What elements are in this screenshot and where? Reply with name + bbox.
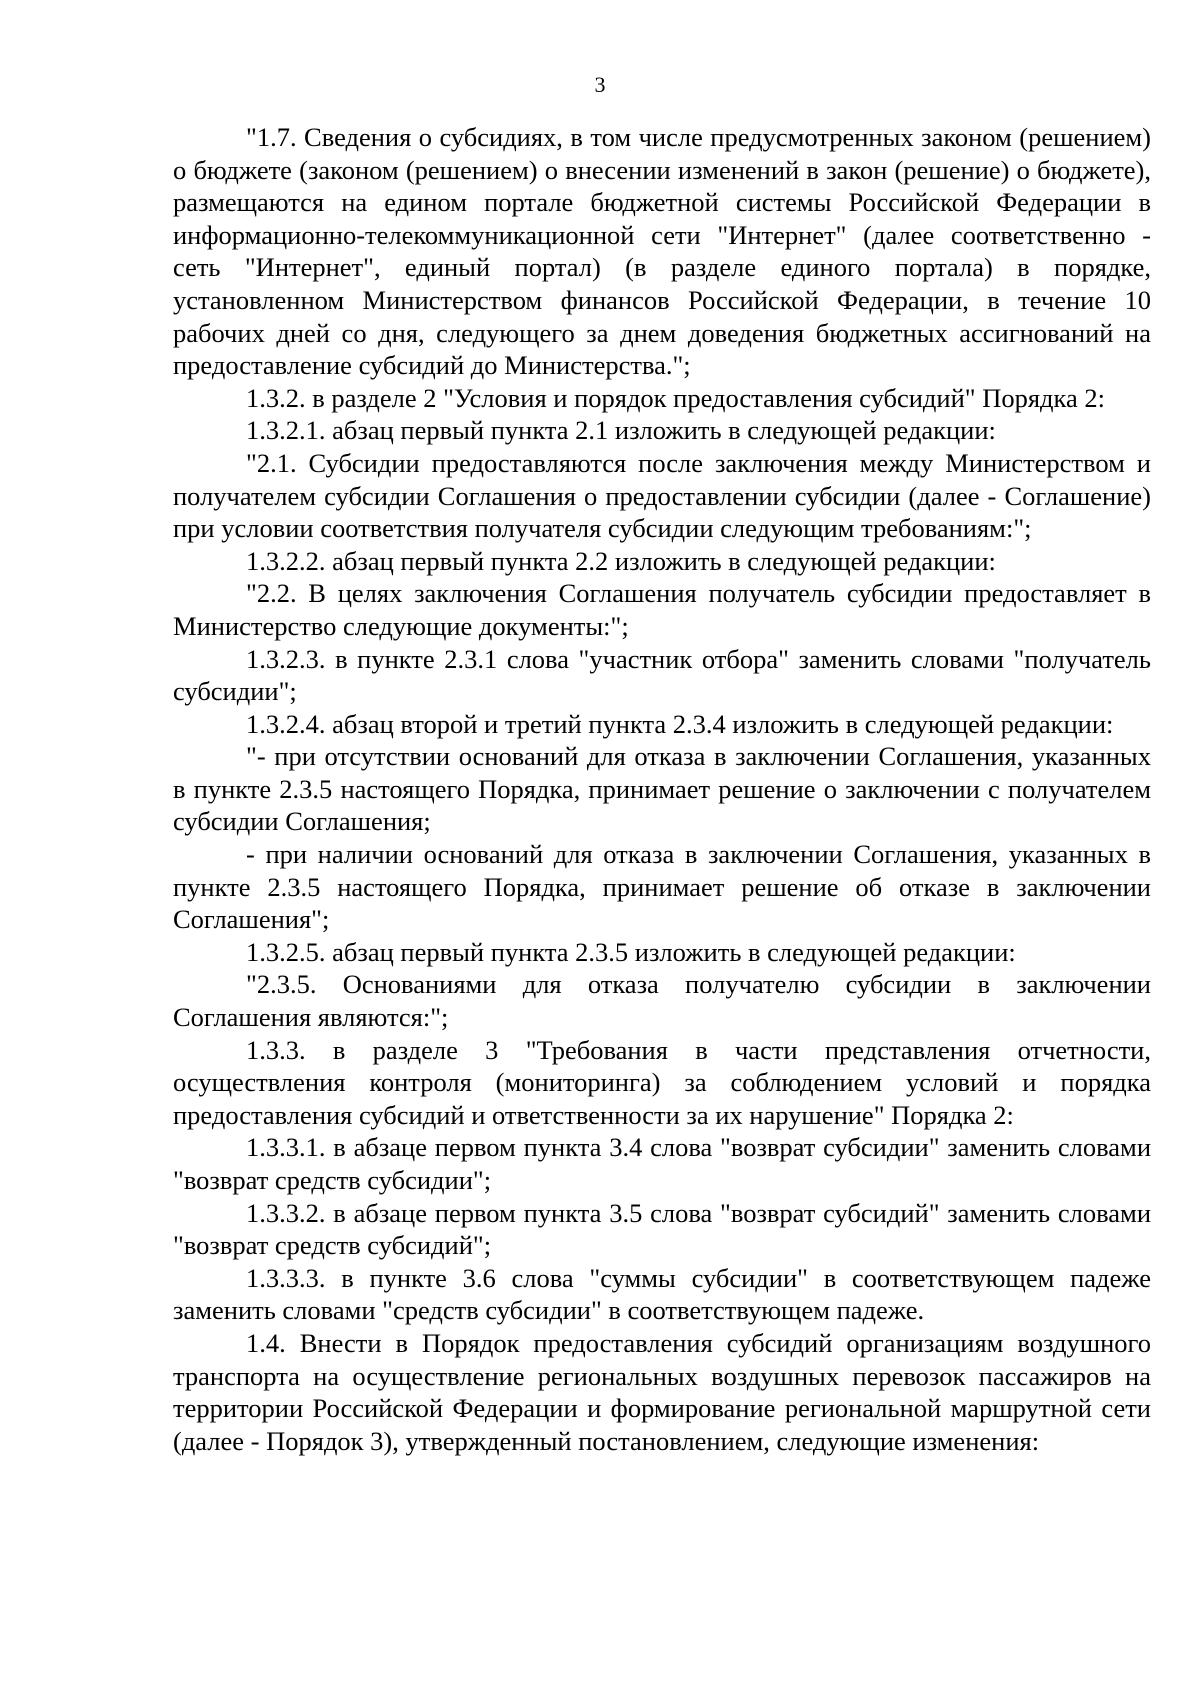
- document-body: [173, 121, 1151, 1457]
- paragraph: 1.3.3.3. в пункте 3.6 слова "суммы субсидии" в соответствующем падеже заменить словами "средств субсидии" в соответствующем падеже.: [173, 1262, 1151, 1326]
- paragraph: "2.1. Субсидии предоставляются после заключения между Министерством и получателем субсидии Соглашения о предоставлении субсидии (далее - Соглашение) при условии соответствия получателя субсидии следующим требованиям:";: [173, 447, 1151, 544]
- paragraph: 1.4. Внести в Порядок предоставления субсидий организациям воздушного транспорта на осуществление региональных воздушных перевозок пассажиров на территории Российской Федерации и формирование региональной маршрутной сети (далее - Порядок 3), утвержденный постановлением, следующие изменения:: [173, 1327, 1151, 1456]
- paragraph: 1.3.2.3. в пункте 2.3.1 слова "участник отбора" заменить словами "получатель субсидии";: [173, 643, 1151, 707]
- paragraph: 1.3.3.2. в абзаце первом пункта 3.5 слова "возврат субсидий" заменить словами "возврат средств субсидий";: [173, 1197, 1151, 1261]
- paragraph: "- при отсутствии оснований для отказа в заключении Соглашения, указанных в пункте 2.3.5 настоящего Порядка, принимает решение о заключении с получателем субсидии Соглашения;: [173, 741, 1151, 837]
- paragraph: 1.3.2.5. абзац первый пункта 2.3.5 изложить в следующей редакции:: [246, 936, 1016, 967]
- paragraph: 1.3.3.1. в абзаце первом пункта 3.4 слова "возврат субсидии" заменить словами "возврат средств субсидии";: [173, 1132, 1151, 1195]
- paragraph: "2.3.5. Основаниями для отказа получателю субсидии в заключении Соглашения являются:";: [173, 969, 1151, 1033]
- paragraph: "2.2. В целях заключения Соглашения получатель субсидии предоставляет в Министерство следующие документы:";: [173, 578, 1151, 641]
- paragraph: 1.3.2.1. абзац первый пункта 2.1 изложить в следующей редакции:: [246, 415, 996, 446]
- paragraph: 1.3.3. в разделе 3 "Требования в части представления отчетности, осуществления контроля (мониторинга) за соблюдением условий и порядка предоставления субсидий и ответственности за их нарушение" Порядка 2:: [173, 1034, 1151, 1130]
- paragraph: - при наличии оснований для отказа в заключении Соглашения, указанных в пункте 2.3.5 настоящего Порядка, принимает решение об отказе в заключении Соглашения";: [173, 839, 1151, 935]
- paragraph: 1.3.2. в разделе 2 "Условия и порядок предоставления субсидий" Порядка 2:: [246, 382, 1105, 413]
- paragraph: 1.3.2.2. абзац первый пункта 2.2 изложить в следующей редакции:: [246, 545, 996, 576]
- paragraph: "1.7. Сведения о субсидиях, в том числе предусмотренных законом (решением) о бюджете (законом (решением) о внесении изменений в закон (решение) о бюджете), размещаются на едином портале бюджетной системы Российской Федерации в информационно-телекоммуникационной сети "Интернет" (далее соответственно - сеть "Интернет", единый портал) (в разделе единого портала) в порядке, установленном Министерством финансов Российской Федерации, в течение 10 рабочих дней со дня, следующего за днем доведения бюджетных ассигнований на предоставление субсидий до Министерства.";: [173, 122, 1151, 381]
- paragraph: 1.3.2.4. абзац второй и третий пункта 2.3.4 изложить в следующей редакции:: [246, 708, 1114, 739]
- page-number: 3: [594, 72, 606, 97]
